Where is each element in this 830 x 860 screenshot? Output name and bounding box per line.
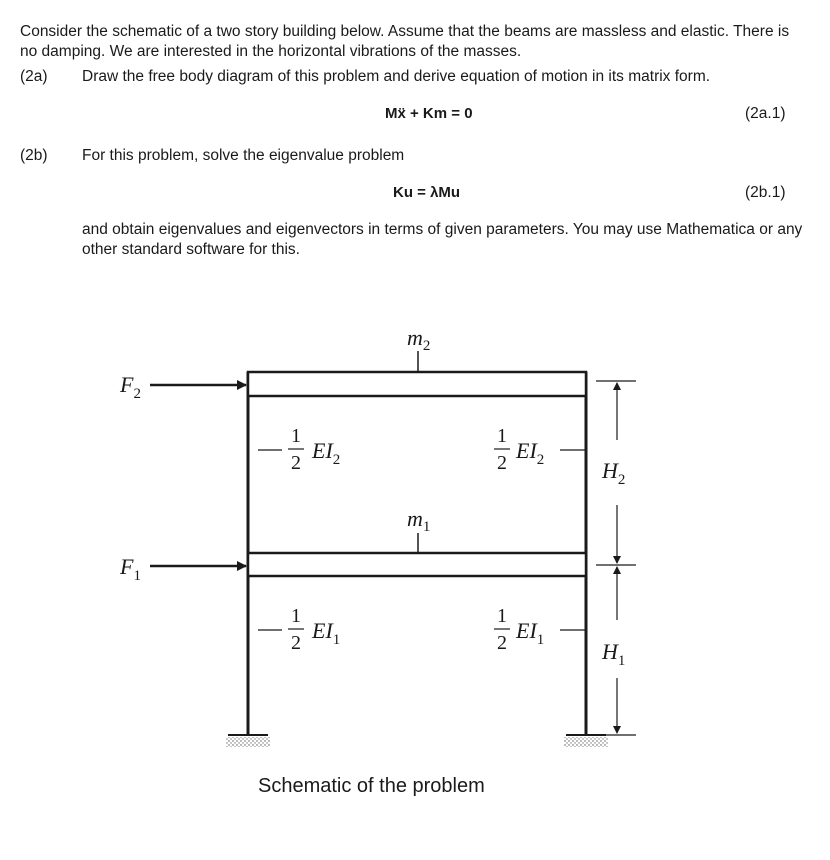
ei1-right-denominator: 2 <box>497 632 507 654</box>
part-a-label: (2a) <box>20 68 48 85</box>
equation-2b1: Ku = λMu <box>393 184 461 201</box>
f2-label: $F_2$ <box>120 372 141 402</box>
ei2-right-ei: $EI_2$ <box>516 438 545 468</box>
right-ground-hatch <box>564 737 608 747</box>
ei1-left-numerator: 1 <box>291 605 301 627</box>
part-b-label: (2b) <box>20 147 48 164</box>
ei2-right-label <box>494 425 544 474</box>
ei2-left-numerator: 1 <box>291 425 301 447</box>
ei2-right-numerator: 1 <box>497 425 507 447</box>
left-ground-hatch <box>226 737 270 747</box>
h1-label: $H_1$ <box>602 639 626 669</box>
equation-2a1: Mẍ + Km = 0 <box>385 105 473 122</box>
intro-line-2: no damping. We are interested in the horizontal vibrations of the masses. <box>20 43 522 60</box>
part-b-followup-line-1: and obtain eigenvalues and eigenvectors in terms of given parameters. You may use Mathematica or any <box>82 221 803 238</box>
part-b-text: For this problem, solve the eigenvalue problem <box>82 147 405 164</box>
ei2-left-label <box>288 425 340 474</box>
figure-caption: Schematic of the problem <box>258 775 485 797</box>
ei1-right-ei: $EI_1$ <box>516 618 545 648</box>
ei2-right-denominator: 2 <box>497 452 507 474</box>
part-a-text: Draw the free body diagram of this problem and derive equation of motion in its matrix form. <box>82 68 711 85</box>
equation-number-2a1: (2a.1) <box>745 105 786 122</box>
ei1-right-numerator: 1 <box>497 605 507 627</box>
ei1-left-ei: $EI_1$ <box>312 618 341 648</box>
m1-label: $m_1$ <box>407 506 431 535</box>
equation-number-2b1: (2b.1) <box>745 184 786 201</box>
ei1-right-label <box>494 605 544 654</box>
ei2-left-denominator: 2 <box>291 452 301 474</box>
m2-label: $m_2$ <box>407 325 431 354</box>
h2-label: $H_2$ <box>602 458 626 488</box>
ei1-left-label <box>288 605 340 654</box>
intro-line-1: Consider the schematic of a two story building below. Assume that the beams are massless and elastic. There is <box>20 23 790 40</box>
ei1-left-denominator: 2 <box>291 632 301 654</box>
f1-label: $F_1$ <box>120 554 141 584</box>
middle-beam <box>248 553 586 576</box>
part-b-followup-line-2: other standard software for this. <box>82 241 300 258</box>
ei2-left-ei: $EI_2$ <box>312 438 341 468</box>
top-beam <box>248 372 586 396</box>
